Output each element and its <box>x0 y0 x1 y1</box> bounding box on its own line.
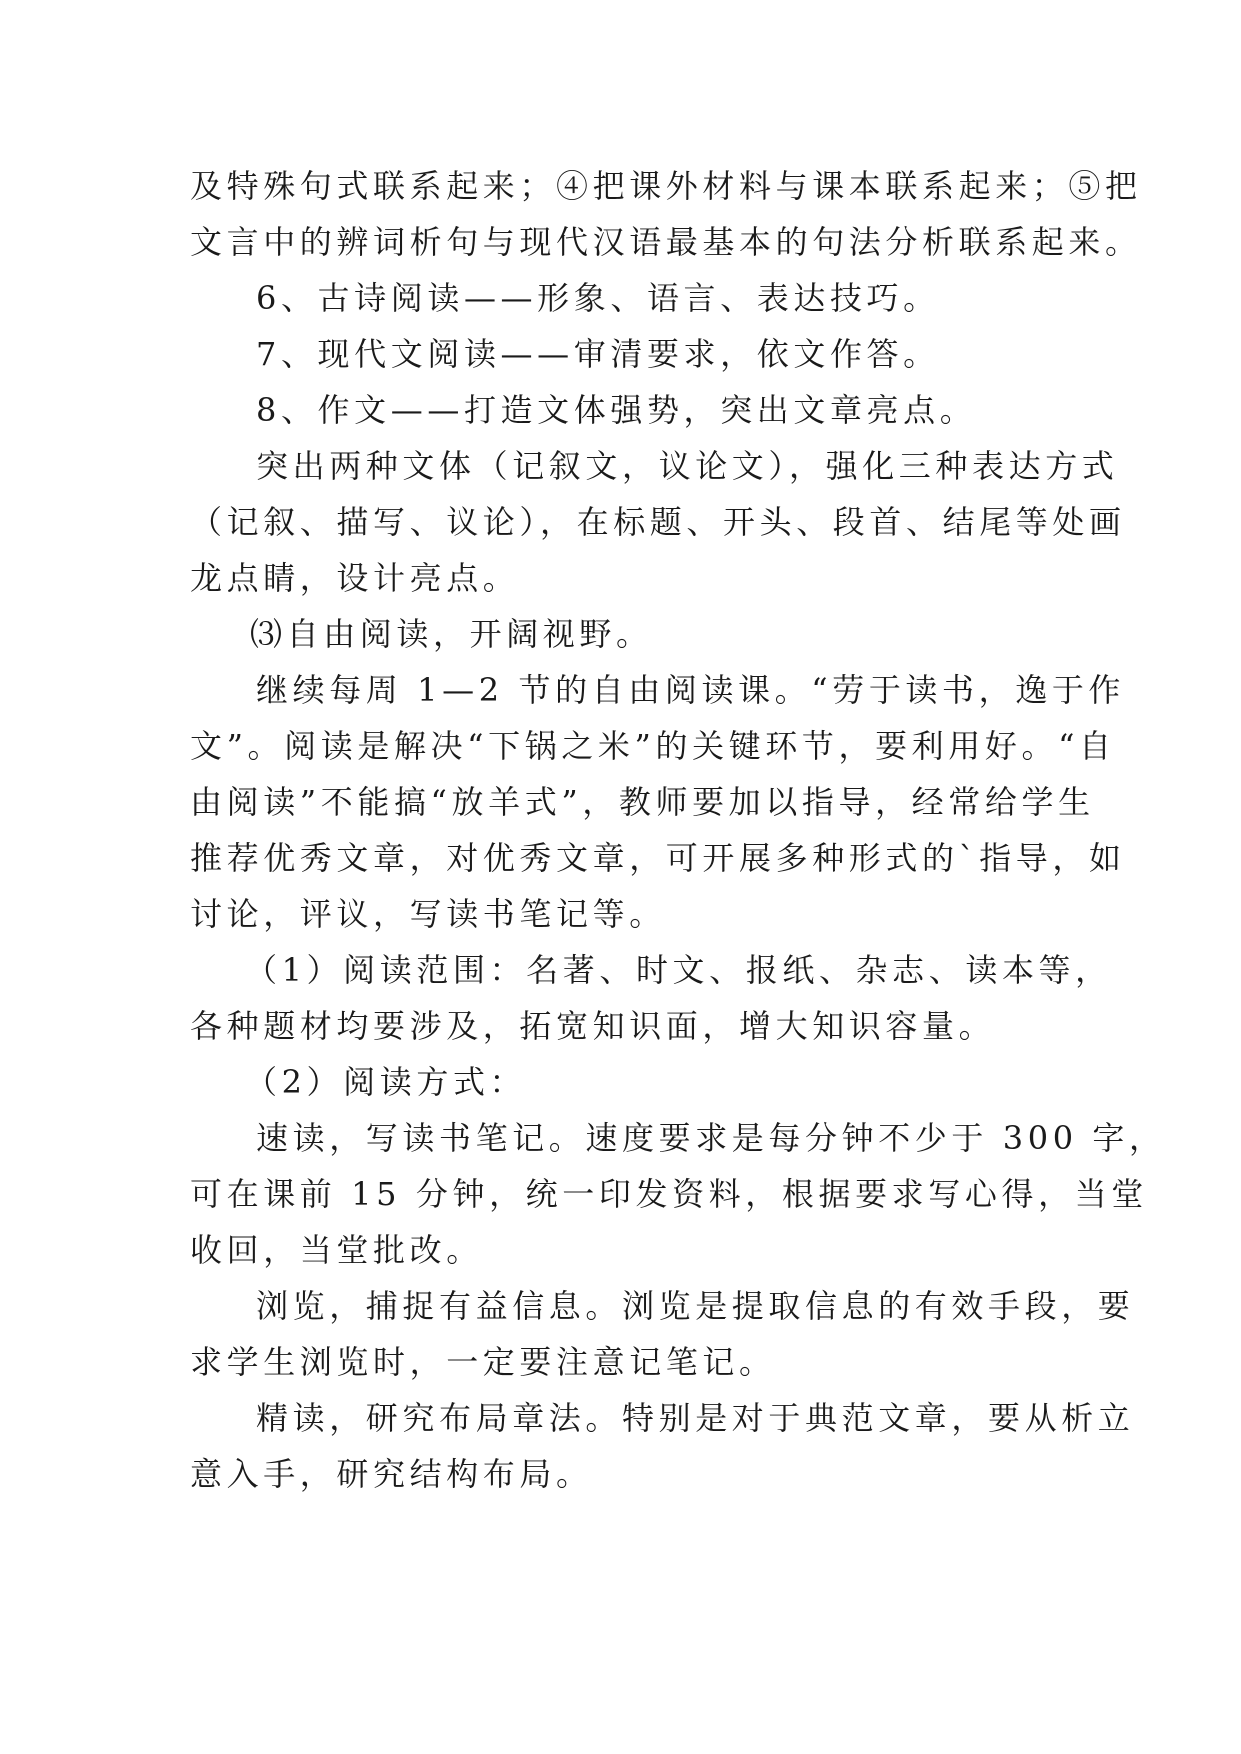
text-line: （2）阅读方式： <box>245 1063 527 1101</box>
text-line: 收回，当堂批改。 <box>190 1231 483 1269</box>
text-line: 8、作文——打造文体强势，突出文章亮点。 <box>256 391 977 429</box>
text-line: 文”。阅读是解决“下锅之米”的关键环节，要利用好。“自 <box>190 727 1116 765</box>
text-line: 精读，研究布局章法。特别是对于典范文章，要从析立 <box>256 1399 1135 1437</box>
text-line: 速读，写读书笔记。速度要求是每分钟不少于 300 字， <box>256 1119 1166 1157</box>
text-line: 继续每周 1—2 节的自由阅读课。“劳于读书，逸于作 <box>256 671 1126 709</box>
text-line: （记叙、描写、议论），在标题、开头、段首、结尾等处画 <box>190 503 1126 541</box>
text-line: 文言中的辨词析句与现代汉语最基本的句法分析联系起来。 <box>190 223 1142 261</box>
text-line: 突出两种文体（记叙文，议论文），强化三种表达方式 <box>256 447 1119 485</box>
text-line: 可在课前 15 分钟，统一印发资料，根据要求写心得，当堂 <box>190 1175 1148 1213</box>
text-line: 推荐优秀文章，对优秀文章，可开展多种形式的`指导，如 <box>190 839 1126 877</box>
text-line: 意入手，研究结构布局。 <box>190 1455 593 1493</box>
text-line: ⑶自由阅读，开阔视野。 <box>250 615 653 653</box>
text-line: 6、古诗阅读——形象、语言、表达技巧。 <box>256 279 940 317</box>
text-line: 各种题材均要涉及，拓宽知识面，增大知识容量。 <box>190 1007 996 1045</box>
text-line: （1）阅读范围：名著、时文、报纸、杂志、读本等， <box>245 951 1112 989</box>
text-line: 浏览，捕捉有益信息。浏览是提取信息的有效手段，要 <box>256 1287 1135 1325</box>
text-line: 由阅读”不能搞“放羊式”，教师要加以指导，经常给学生 <box>190 783 1095 821</box>
text-line: 求学生浏览时，一定要注意记笔记。 <box>190 1343 776 1381</box>
text-line: 及特殊句式联系起来；④把课外材料与课本联系起来；⑤把 <box>190 167 1142 205</box>
text-line: 7、现代文阅读——审清要求，依文作答。 <box>256 335 940 373</box>
text-line: 龙点睛，设计亮点。 <box>190 559 520 597</box>
text-line: 讨论，评议，写读书笔记等。 <box>190 895 666 933</box>
